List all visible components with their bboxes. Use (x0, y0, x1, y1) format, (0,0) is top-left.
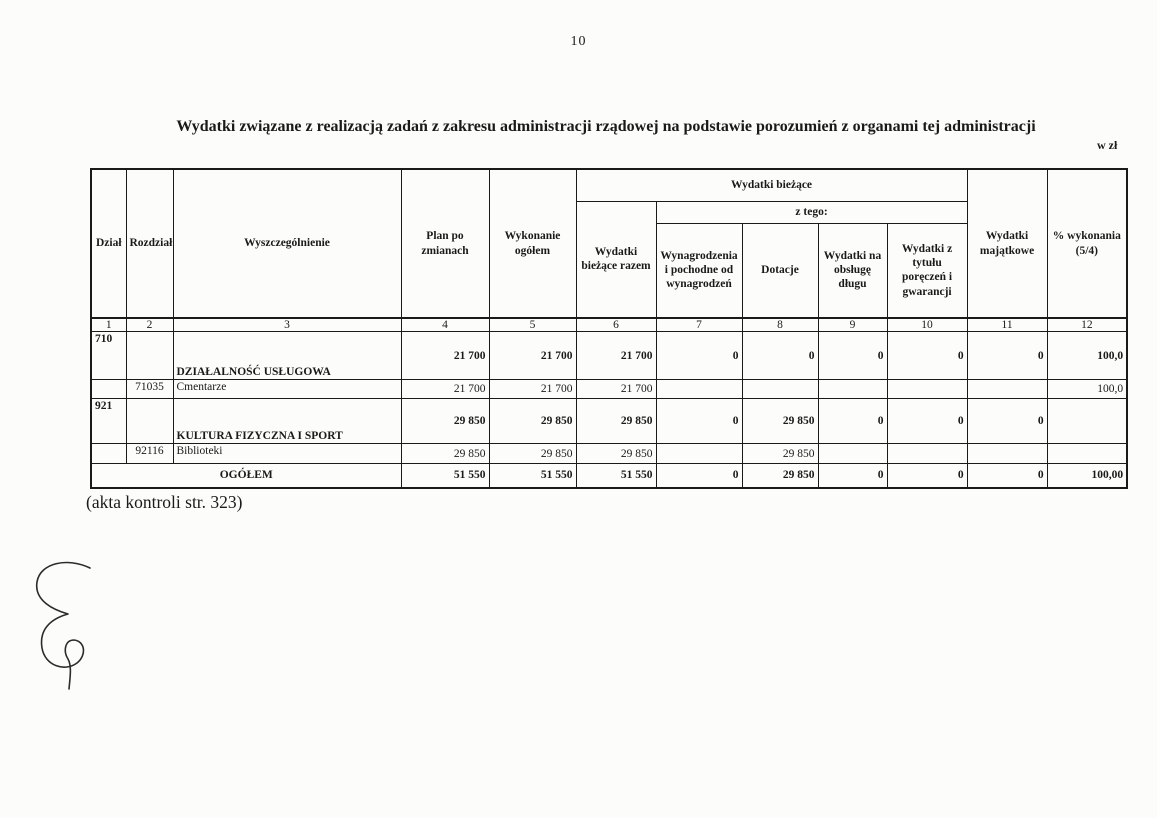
col-header-dzial: Dział (91, 169, 126, 318)
budget-table (90, 168, 1128, 489)
cell-poreczenia (887, 380, 967, 399)
col-header-wynagrodzenia: Wynagrodzenia i pochodne od wynagrodzeń (656, 223, 742, 318)
col-header-rozdzial: Rozdział (126, 169, 173, 318)
column-number-row (91, 318, 1127, 332)
cell-wykonanie: 29 850 (489, 399, 576, 444)
cell-dzial: 921 (91, 399, 126, 444)
cell-plan: 29 850 (401, 444, 489, 464)
col-header-wydatki-biezace-razem: Wydatki bieżące razem (576, 201, 656, 318)
column-number: 10 (887, 318, 967, 332)
cell-wynagrodzenia: 0 (656, 464, 742, 488)
cell-poreczenia: 0 (887, 399, 967, 444)
cell-dotacje: 0 (742, 332, 818, 380)
cell-wyszczegolnienie: KULTURA FIZYCZNA I SPORT (173, 399, 401, 444)
col-header-procent-wykonania: % wykonania (5/4) (1047, 169, 1127, 318)
cell-wynagrodzenia (656, 380, 742, 399)
column-number: 9 (818, 318, 887, 332)
cell-biezace-razem: 29 850 (576, 399, 656, 444)
cell-dotacje (742, 380, 818, 399)
cell-plan: 21 700 (401, 380, 489, 399)
cell-plan: 51 550 (401, 464, 489, 488)
cell-procent (1047, 444, 1127, 464)
cell-dzial (91, 444, 126, 464)
cell-procent (1047, 399, 1127, 444)
column-number: 8 (742, 318, 818, 332)
column-number: 3 (173, 318, 401, 332)
cell-majatkowe (967, 444, 1047, 464)
cell-wykonanie: 51 550 (489, 464, 576, 488)
cell-obsluga-dlugu: 0 (818, 332, 887, 380)
cell-wynagrodzenia: 0 (656, 399, 742, 444)
cell-wynagrodzenia (656, 444, 742, 464)
cell-total-label: OGÓŁEM (91, 464, 401, 488)
column-number: 6 (576, 318, 656, 332)
cell-dzial: 710 (91, 332, 126, 380)
cell-wykonanie: 21 700 (489, 332, 576, 380)
column-number: 1 (91, 318, 126, 332)
cell-procent: 100,0 (1047, 380, 1127, 399)
document-title: Wydatki związane z realizacją zadań z zakresu administracji rządowej na podstawie porozumień z organami tej administracji (176, 118, 1036, 135)
col-header-obsluga-dlugu: Wydatki na obsługę długu (818, 223, 887, 318)
cell-obsluga-dlugu (818, 444, 887, 464)
column-number: 2 (126, 318, 173, 332)
col-group-wydatki-biezace: Wydatki bieżące (576, 169, 967, 201)
cell-biezace-razem: 21 700 (576, 332, 656, 380)
col-header-poreczenia-gwarancje: Wydatki z tytułu poręczeń i gwarancji (887, 223, 967, 318)
cell-wykonanie: 21 700 (489, 380, 576, 399)
page-number: 10 (570, 34, 587, 49)
cell-rozdzial (126, 399, 173, 444)
cell-dotacje: 29 850 (742, 464, 818, 488)
table-row-rozdzial-92116 (91, 444, 1127, 464)
cell-biezace-razem: 51 550 (576, 464, 656, 488)
cell-obsluga-dlugu: 0 (818, 464, 887, 488)
col-header-plan-po-zmianach: Plan po zmianach (401, 169, 489, 318)
cell-wyszczegolnienie: Cmentarze (173, 380, 401, 399)
cell-obsluga-dlugu (818, 380, 887, 399)
cell-rozdzial: 71035 (126, 380, 173, 399)
audit-reference-note: (akta kontroli str. 323) (86, 492, 243, 512)
cell-wykonanie: 29 850 (489, 444, 576, 464)
table-row-dzial-921 (91, 399, 1127, 444)
cell-majatkowe (967, 380, 1047, 399)
cell-dotacje: 29 850 (742, 399, 818, 444)
cell-wyszczegolnienie: Biblioteki (173, 444, 401, 464)
cell-plan: 29 850 (401, 399, 489, 444)
cell-plan: 21 700 (401, 332, 489, 380)
column-number: 4 (401, 318, 489, 332)
cell-wyszczegolnienie: DZIAŁALNOŚĆ USŁUGOWA (173, 332, 401, 380)
cell-poreczenia: 0 (887, 332, 967, 380)
cell-dzial (91, 380, 126, 399)
cell-poreczenia: 0 (887, 464, 967, 488)
col-subgroup-z-tego: z tego: (656, 201, 967, 223)
col-header-wykonanie-ogolem: Wykonanie ogółem (489, 169, 576, 318)
column-number: 7 (656, 318, 742, 332)
table-row-total (91, 464, 1127, 488)
currency-unit-label: w zł (1097, 138, 1118, 152)
cell-procent: 100,0 (1047, 332, 1127, 380)
column-number: 5 (489, 318, 576, 332)
cell-majatkowe: 0 (967, 332, 1047, 380)
column-number: 11 (967, 318, 1047, 332)
cell-dotacje: 29 850 (742, 444, 818, 464)
handwritten-squiggle-mark (12, 552, 142, 702)
cell-majatkowe: 0 (967, 464, 1047, 488)
cell-wynagrodzenia: 0 (656, 332, 742, 380)
cell-rozdzial (126, 332, 173, 380)
cell-obsluga-dlugu: 0 (818, 399, 887, 444)
col-header-wyszczegolnienie: Wyszczególnienie (173, 169, 401, 318)
cell-biezace-razem: 29 850 (576, 444, 656, 464)
col-header-wydatki-majatkowe: Wydatki majątkowe (967, 169, 1047, 318)
cell-poreczenia (887, 444, 967, 464)
col-header-dotacje: Dotacje (742, 223, 818, 318)
cell-rozdzial: 92116 (126, 444, 173, 464)
cell-majatkowe: 0 (967, 399, 1047, 444)
table-row-rozdzial-71035 (91, 380, 1127, 399)
cell-biezace-razem: 21 700 (576, 380, 656, 399)
table-row-dzial-710 (91, 332, 1127, 380)
column-number: 12 (1047, 318, 1127, 332)
cell-procent: 100,00 (1047, 464, 1127, 488)
